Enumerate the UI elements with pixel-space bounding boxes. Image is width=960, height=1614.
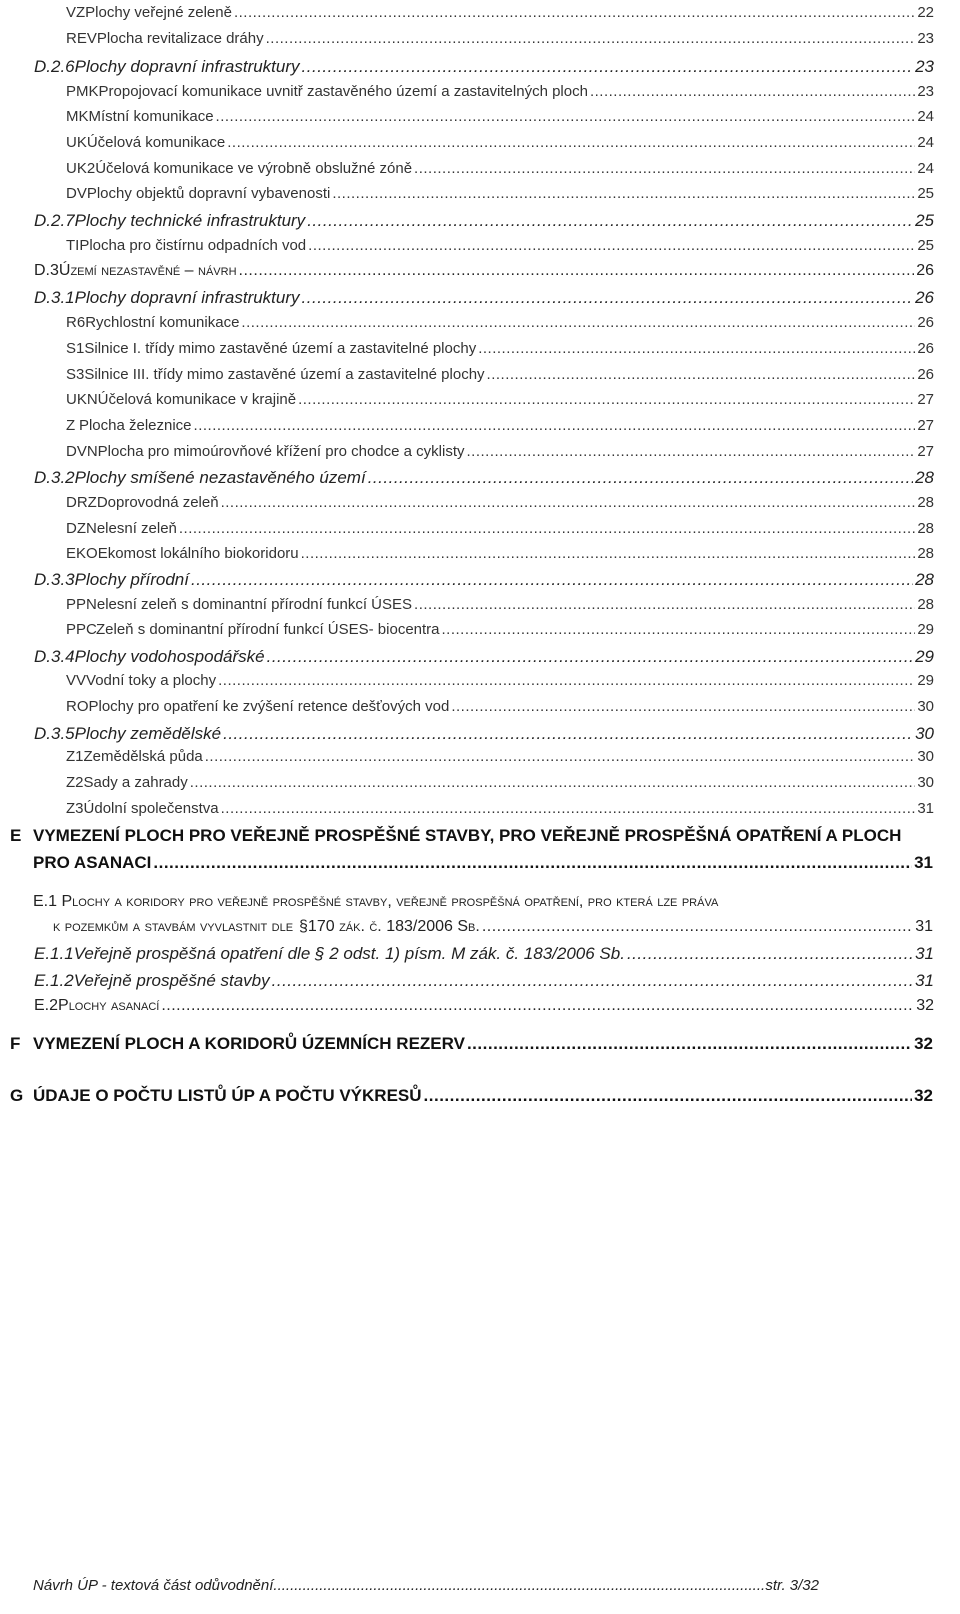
toc-entry-title: Plocha pro čistírnu odpadních vod <box>79 237 307 254</box>
rows-entry[interactable] <box>34 647 934 667</box>
toc-entry-title: Vodní toky a plochy <box>86 672 217 689</box>
dot-leader <box>221 494 916 511</box>
toc-entry-code: RO <box>66 698 89 715</box>
rows-entry[interactable] <box>66 800 934 817</box>
rows-entry[interactable] <box>66 83 934 100</box>
toc-entry-title: Údolní společenstva <box>83 800 219 817</box>
toc-entry-code: UK2 <box>66 160 96 177</box>
dot-leader <box>307 211 913 231</box>
toc-entry-title: Plocha revitalizace dráhy <box>96 30 264 47</box>
toc-entry-title: Plochy zemědělské <box>74 724 222 743</box>
rows-entry[interactable] <box>34 57 934 77</box>
toc-entry-code: MK <box>66 108 89 125</box>
toc-entry-code: D.3.5 <box>34 724 75 743</box>
toc-page-number: 29 <box>915 647 934 666</box>
footer-page-number: str. 3/32 <box>765 1577 819 1594</box>
dot-leader <box>223 724 913 744</box>
rows-entry[interactable] <box>34 570 934 590</box>
toc-page-number: 27 <box>917 417 934 434</box>
rows-entry[interactable] <box>66 545 934 562</box>
rows-entry[interactable] <box>66 340 934 357</box>
rows-entry[interactable] <box>34 288 934 308</box>
toc-entry-title: Místní komunikace <box>88 108 214 125</box>
toc-page-number: 28 <box>917 545 934 562</box>
rows-entry[interactable] <box>66 185 934 202</box>
toc-entry-code: S3 <box>66 366 85 383</box>
toc-entry-title: Plochy přírodní <box>74 570 189 589</box>
toc-page-number: 27 <box>917 443 934 460</box>
toc-section-e-row[interactable] <box>33 853 933 873</box>
toc-entry-code: DV <box>66 185 87 202</box>
toc-page-number: 30 <box>917 774 934 791</box>
rows-entry[interactable] <box>66 108 934 125</box>
toc-entry-code: UK <box>66 134 87 151</box>
dot-leader <box>298 391 915 408</box>
dot-leader <box>301 545 916 562</box>
dot-leader <box>153 853 912 873</box>
toc-page-number: 32 <box>914 1086 933 1105</box>
dot-leader <box>482 918 913 936</box>
toc-entry-title: Plochy veřejné zeleně <box>85 4 232 21</box>
toc-page-number: 28 <box>917 520 934 537</box>
toc-page-number: 31 <box>915 918 933 935</box>
toc-entry-title: Plochy smíšené nezastavěného území <box>74 468 366 487</box>
toc-entry-code: D.2.6 <box>34 57 75 76</box>
dot-leader <box>467 1034 912 1054</box>
toc-section-f-code: F <box>10 1034 21 1053</box>
toc-page-number: 30 <box>915 724 934 743</box>
toc-page-number: 30 <box>917 698 934 715</box>
rows_e-entry[interactable] <box>34 997 934 1015</box>
footer-dot-leader <box>273 1577 765 1594</box>
toc-page-number: 32 <box>914 1034 933 1053</box>
dot-leader <box>218 672 915 689</box>
dot-leader <box>227 134 915 151</box>
rows-entry[interactable] <box>66 160 934 177</box>
dot-leader <box>414 596 915 613</box>
toc-page-number: 28 <box>915 468 934 487</box>
dot-leader <box>478 340 915 357</box>
dot-leader <box>467 443 916 460</box>
toc-section-e1-line2b: §170 zák. č. 183/2006 Sb. <box>299 918 480 935</box>
rows-entry[interactable] <box>66 774 934 791</box>
toc-entry-code: E.2 <box>34 997 59 1014</box>
toc-entry-title: Nelesní zeleň <box>86 520 177 537</box>
toc-entry-title: Území nezastavěné – návrh <box>58 262 237 279</box>
toc-entry-title: Doprovodná zeleň <box>96 494 219 511</box>
dot-leader <box>191 570 913 590</box>
toc-entry-code: D.3.4 <box>34 647 75 666</box>
toc-section-g-row[interactable] <box>33 1086 933 1106</box>
toc-entry-title: Ekomost lokálního biokoridoru <box>97 545 299 562</box>
dot-leader <box>194 417 916 434</box>
toc-section-e1-line1 <box>33 893 933 911</box>
toc-section-g-code: G <box>10 1086 24 1105</box>
toc-entry-title: Veřejně prospěšné stavby <box>73 971 270 990</box>
dot-leader <box>308 237 915 254</box>
toc-entry-title: Silnice III. třídy mimo zastavěné území a zastavitelné plochy <box>84 366 485 383</box>
dot-leader <box>414 160 915 177</box>
toc-section-e1-code: E.1 <box>33 893 58 910</box>
toc-page-number: 22 <box>917 4 934 21</box>
toc-entry-code: D.2.7 <box>34 211 75 230</box>
toc-section-e-code: E <box>10 826 22 845</box>
toc-page-number: 29 <box>917 672 934 689</box>
dot-leader <box>332 185 915 202</box>
rows-entry[interactable] <box>66 596 934 613</box>
dot-leader <box>627 944 913 964</box>
rows-entry[interactable] <box>66 443 934 460</box>
dot-leader <box>161 997 914 1015</box>
toc-page-number: 31 <box>914 853 933 872</box>
toc-entry-title: Nelesní zeleň s dominantní přírodní funkcí ÚSES <box>86 596 413 613</box>
rows_e-entry[interactable] <box>34 944 934 964</box>
toc-entry-title: Plochy dopravní infrastruktury <box>74 288 300 307</box>
dot-leader <box>302 288 914 308</box>
toc-page-number: 26 <box>917 340 934 357</box>
toc-entry-title: Plochy vodohospodářské <box>74 647 265 666</box>
dot-leader <box>302 57 914 77</box>
toc-entry-title: Sady a zahrady <box>83 774 188 791</box>
rows-entry[interactable] <box>66 4 934 21</box>
dot-leader <box>179 520 915 537</box>
toc-page-number: 28 <box>917 596 934 613</box>
toc-page-number: 27 <box>917 391 934 408</box>
rows-entry[interactable] <box>66 494 934 511</box>
toc-entry-code: UKN <box>66 391 98 408</box>
toc-page-number: 26 <box>917 314 934 331</box>
dot-leader <box>266 30 916 47</box>
rows-entry[interactable] <box>34 468 934 488</box>
toc-page-number: 30 <box>917 748 934 765</box>
toc-entry-code: DVN <box>66 443 98 460</box>
toc-entry-code: TI <box>66 237 80 254</box>
rows-entry[interactable] <box>66 366 934 383</box>
toc-entry-code: VV <box>66 672 87 689</box>
toc-page-number: 28 <box>915 570 934 589</box>
toc-section-e-line1: VYMEZENÍ PLOCH PRO VEŘEJNĚ PROSPĚŠNÉ STAVBY, PRO VEŘEJNĚ PROSPĚŠNÁ OPATŘENÍ A PLOCH <box>33 826 902 845</box>
rows-entry[interactable] <box>66 520 934 537</box>
dot-leader <box>442 621 916 638</box>
rows-entry[interactable] <box>66 237 934 254</box>
toc-entry-code: DRZ <box>66 494 97 511</box>
toc-entry-code: E.1.2 <box>34 971 74 990</box>
toc-entry-title: Účelová komunikace v krajině <box>97 391 297 408</box>
toc-entry-code: Z <box>66 417 76 434</box>
dot-leader <box>241 314 915 331</box>
dot-leader <box>487 366 916 383</box>
toc-entry-title: Plochy pro opatření ke zvýšení retence dešťových vod <box>88 698 450 715</box>
toc-entry-code: D.3.3 <box>34 570 75 589</box>
toc-entry-title: Plochy dopravní infrastruktury <box>74 57 300 76</box>
dot-leader <box>216 108 916 125</box>
toc-page-number: 24 <box>917 160 934 177</box>
toc-page-number: 25 <box>917 237 934 254</box>
toc-page-number: 24 <box>917 134 934 151</box>
toc-section-f-row[interactable] <box>33 1034 933 1054</box>
dot-leader <box>221 800 916 817</box>
toc-entry-title: Veřejně prospěšná opatření dle § 2 odst. 1) písm. M zák. č. 183/2006 Sb. <box>73 944 625 963</box>
toc-page-number: 25 <box>917 185 934 202</box>
toc-entry-code: S1 <box>66 340 85 357</box>
toc-entry-title: Plochy objektů dopravní vybavenosti <box>86 185 331 202</box>
rows-entry[interactable] <box>66 30 934 47</box>
dot-leader <box>190 774 916 791</box>
toc-entry-title: Propojovací komunikace uvnitř zastavěného území a zastavitelných ploch <box>98 83 588 100</box>
toc-entry-title: Plocha železnice <box>78 417 192 434</box>
toc-section-g-title: ÚDAJE O POČTU LISTŮ ÚP A POČTU VÝKRESŮ <box>33 1086 422 1105</box>
rows-entry[interactable] <box>34 262 934 280</box>
toc-entry-code: D.3.2 <box>34 468 75 487</box>
toc-page-number: 25 <box>915 211 934 230</box>
rows-entry[interactable] <box>66 314 934 331</box>
rows-entry[interactable] <box>66 748 934 765</box>
toc-page-number: 31 <box>917 800 934 817</box>
toc-page-number: 32 <box>916 997 934 1014</box>
toc-entry-code: Z2 <box>66 774 84 791</box>
toc-entry-code: PPC <box>66 621 97 638</box>
toc-entry-code: D.3.1 <box>34 288 75 307</box>
dot-leader <box>451 698 915 715</box>
toc-page-number: 23 <box>917 83 934 100</box>
rows-entry[interactable] <box>34 724 934 744</box>
toc-page-number: 28 <box>917 494 934 511</box>
toc-entry-title: Silnice I. třídy mimo zastavěné území a zastavitelné plochy <box>84 340 477 357</box>
toc-entry-title: Plochy technické infrastruktury <box>74 211 306 230</box>
toc-entry-code: PMK <box>66 83 99 100</box>
dot-leader <box>272 971 913 991</box>
toc-entry-title: Rychlostní komunikace <box>85 314 240 331</box>
toc-entry-code: EKO <box>66 545 98 562</box>
toc-entry-code: DZ <box>66 520 86 537</box>
footer-text: Návrh ÚP - textová část odůvodnění <box>33 1577 274 1594</box>
dot-leader <box>267 647 913 667</box>
rows-entry[interactable] <box>66 698 934 715</box>
dot-leader <box>424 1086 913 1106</box>
toc-entry-title: Plocha pro mimoúrovňové křížení pro chodce a cyklisty <box>97 443 465 460</box>
toc-entry-code: E.1.1 <box>34 944 74 963</box>
toc-entry-code: REV <box>66 30 97 47</box>
toc-entry-title: Plochy asanací <box>58 997 160 1014</box>
toc-entry-title: Zemědělská půda <box>83 748 203 765</box>
dot-leader <box>205 748 916 765</box>
rows-entry[interactable] <box>66 417 934 434</box>
toc-page-number: 29 <box>917 621 934 638</box>
toc-page-number: 31 <box>915 971 934 990</box>
toc-page-number: 26 <box>916 262 934 279</box>
toc-section-e1-text: Plochy a koridory pro veřejně prospěšné stavby, veřejně prospěšná opatření, pro která lze práva <box>61 893 719 910</box>
toc-entry-code: VZ <box>66 4 86 21</box>
toc-section-f-title: VYMEZENÍ PLOCH A KORIDORŮ ÚZEMNÍCH REZERV <box>33 1034 465 1053</box>
dot-leader <box>239 262 915 280</box>
rows-entry[interactable] <box>66 391 934 408</box>
toc-entry-title: Účelová komunikace <box>86 134 226 151</box>
toc-section-e1-row[interactable] <box>53 918 933 936</box>
dot-leader <box>234 4 915 21</box>
rows-entry[interactable] <box>34 211 934 231</box>
toc-page-number: 23 <box>915 57 934 76</box>
toc-page-number: 31 <box>915 944 934 963</box>
toc-section-e1-line2a: k pozemkům a stavbám vyvlastnit dle <box>53 918 294 935</box>
toc-entry-code: R6 <box>66 314 86 331</box>
rows_e-entry[interactable] <box>34 971 934 991</box>
dot-leader <box>368 468 913 488</box>
toc-page-number: 26 <box>915 288 934 307</box>
toc-page-number: 23 <box>917 30 934 47</box>
toc-entry-title: Účelová komunikace ve výrobně obslužné zóně <box>95 160 413 177</box>
dot-leader <box>590 83 915 100</box>
toc-page-number: 24 <box>917 108 934 125</box>
toc-section-e-line2: PRO ASANACI <box>33 853 152 872</box>
toc-entry-code: Z3 <box>66 800 84 817</box>
rows-entry[interactable] <box>66 621 934 638</box>
toc-entry-title: Zeleň s dominantní přírodní funkcí ÚSES- biocentra <box>96 621 440 638</box>
toc-entry-code: Z1 <box>66 748 84 765</box>
toc-entry-code: PP <box>66 596 87 613</box>
toc-page-number: 26 <box>917 366 934 383</box>
rows-entry[interactable] <box>66 134 934 151</box>
page-footer <box>33 1577 819 1594</box>
toc-entry-code: D.3 <box>34 262 59 279</box>
rows-entry[interactable] <box>66 672 934 689</box>
